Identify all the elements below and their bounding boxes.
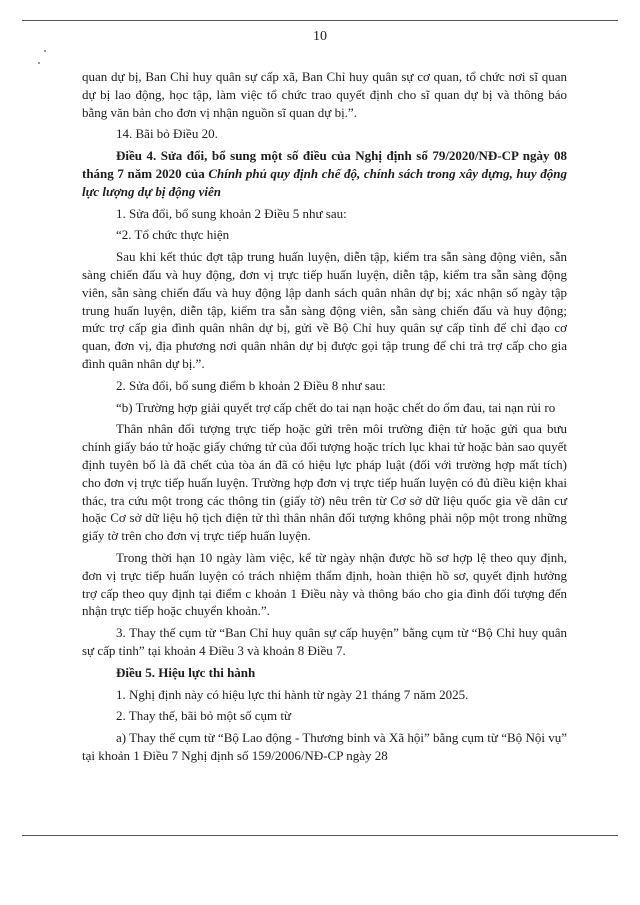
paragraph: 2. Thay thế, bãi bỏ một số cụm từ (116, 708, 292, 724)
page-number: 10 (313, 29, 327, 44)
paragraph: 1. Nghị định này có hiệu lực thi hành từ ngày 21 tháng 7 năm 2025. (116, 686, 469, 702)
paragraph: 14. Bãi bỏ Điều 20. (116, 126, 218, 142)
paragraph: 3. Thay thế cụm từ “Ban Chỉ huy quân sự cấp huyện” bằng cụm từ “Bộ Chỉ huy quân sự cấp tỉnh” tại khoản 4 Điều 3 và khoản 8 Điều 7. (82, 625, 567, 658)
scan-speck (38, 62, 40, 64)
paragraph: 2. Sửa đổi, bổ sung điểm b khoản 2 Điều 8 như sau: (116, 377, 386, 393)
paragraph: Thân nhân đối tượng trực tiếp hoặc gửi trên môi trường điện tử hoặc gửi qua bưu chính giấy báo tử hoặc giấy chứng tử của đối tượng hoặc trích lục khai tử hoặc bản sao quyết định tuyên bố là đã chết của tòa án đã có hiệu lực pháp luật (đối với trường hợp mất tích) cho đơn vị trực tiếp huấn luyện. Trường hợp đơn vị trực tiếp huấn luyện có đủ điều kiện khai thác, tra cứu một trong các thông tin (giấy tờ) nêu trên từ Cơ sở dữ liệu quốc gia về dân cư hoặc Cơ sở dữ liệu hộ tịch điện tử thì thân nhân đối tượng không phải nộp một trong những giấy tờ trên cho đơn vị trực tiếp huấn luyện. (82, 421, 567, 544)
paragraph: Sau khi kết thúc đợt tập trung huấn luyện, diễn tập, kiểm tra sẵn sàng động viên, sẵn sàng chiến đấu và huy động, đơn vị trực tiếp huấn luyện, diễn tập, kiểm tra sẵn sàng động viên, sẵn sàng chiến đấu và huy động lập danh sách quân nhân dự bị; xác nhận số ngày tập trung huấn luyện, diễn tập, kiểm tra sẵn sàng động viên, sẵn sàng chiến đấu và huy động; mức trợ cấp gia đình quân nhân dự bị, gửi về Bộ Chỉ huy quân sự cấp tỉnh để chỉ đạo cơ quan, đơn vị, địa phương nơi quân nhân dự bị được gọi tập trung để chi trả trợ cấp cho gia đình quân nhân dự bị.”. (82, 249, 567, 371)
article-5-heading: Điều 5. Hiệu lực thi hành (116, 664, 256, 680)
paragraph: “b) Trường hợp giải quyết trợ cấp chết do tai nạn hoặc chết do ốm đau, tai nạn rủi ro (116, 399, 556, 415)
bottom-rule (22, 835, 618, 836)
top-rule (22, 20, 618, 21)
document-body (82, 68, 567, 769)
paragraph: Trong thời hạn 10 ngày làm việc, kể từ ngày nhận được hồ sơ hợp lệ theo quy định, đơn vị trực tiếp huấn luyện có trách nhiệm thẩm định, hoàn thiện hồ sơ, quyết định hưởng trợ cấp theo quy định tại điểm c khoản 1 Điều này và thông báo cho gia đình đối tượng đến nhận trực tiếp hoặc chuyển khoản.”. (82, 549, 567, 619)
article-4-title: Sửa đổi, bổ sung một số điều của Nghị định số 79/2020/NĐ-CP ngày 08 tháng 7 năm 2020 của (82, 148, 568, 181)
article-4-heading (82, 147, 567, 200)
paragraph: “2. Tổ chức thực hiện (116, 227, 230, 243)
article-4-label: Điều 4. (116, 148, 157, 164)
paragraph: 1. Sửa đổi, bổ sung khoản 2 Điều 5 như sau: (116, 205, 347, 221)
scan-speck (44, 50, 46, 52)
paragraph: quan dự bị, Ban Chỉ huy quân sự cấp xã, Ban Chỉ huy quân sự cơ quan, tổ chức nơi sĩ quan dự bị lao động, học tập, làm việc tổ chức trao quyết định cho sĩ quan dự bị và thông báo bằng văn bản cho đơn vị nhận nguồn sĩ quan dự bị.”. (82, 69, 567, 120)
article-4-title-italic: Chính phủ quy định chế độ, chính sách trong xây dựng, huy động lực lượng dự bị động viên (82, 165, 567, 199)
paragraph: a) Thay thế cụm từ “Bộ Lao động - Thương binh và Xã hội” bằng cụm từ “Bộ Nội vụ” tại khoản 1 Điều 7 Nghị định số 159/2006/NĐ-CP ngày 28 (82, 730, 567, 763)
